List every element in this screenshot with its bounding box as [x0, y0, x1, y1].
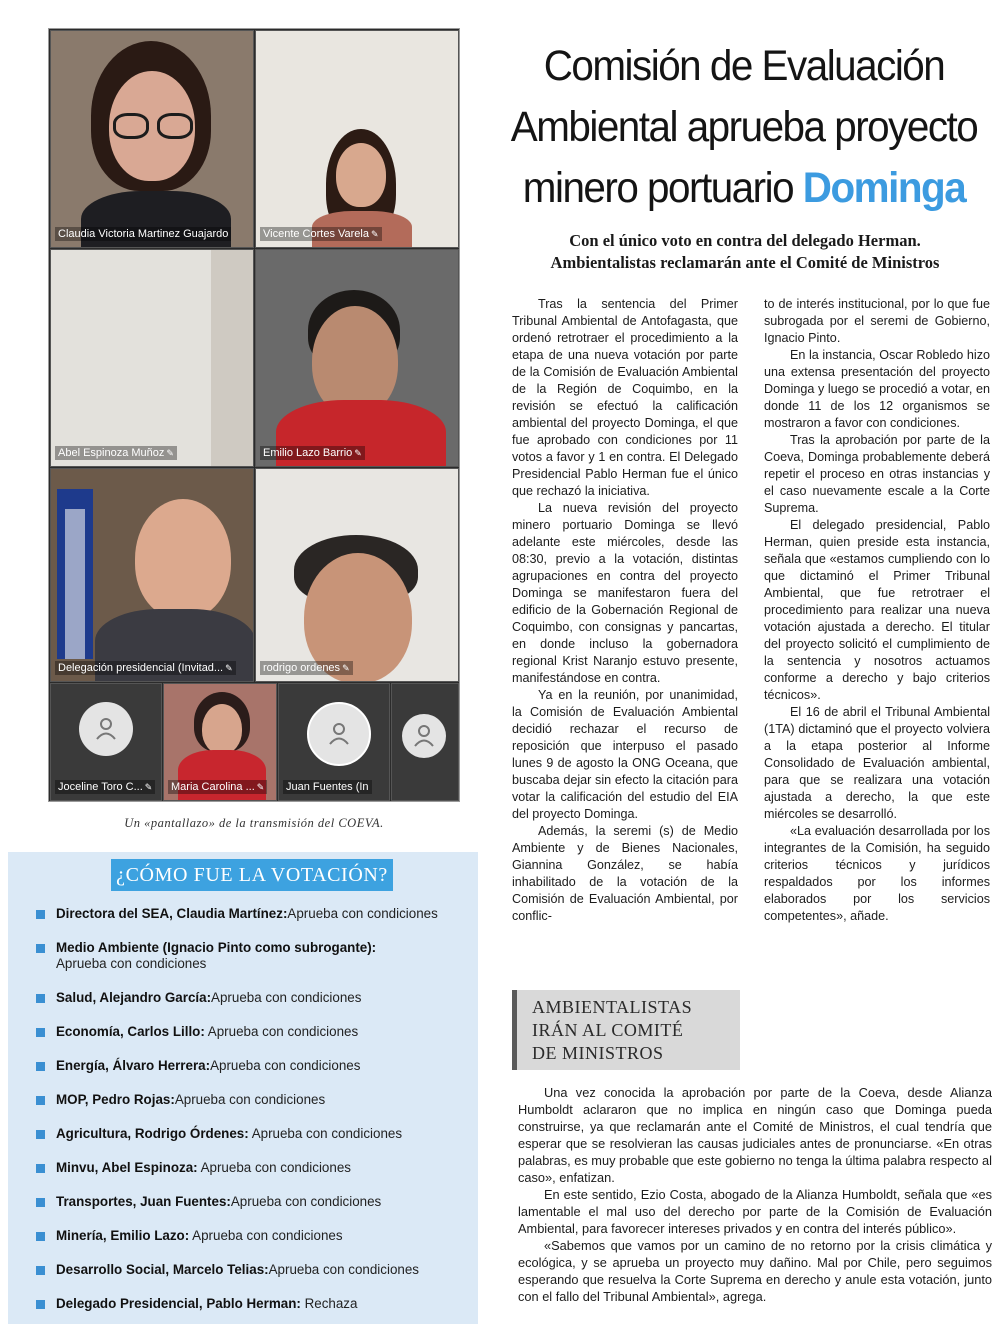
participant-name-label: Maria Carolina ... ✎ [168, 780, 267, 794]
article-paragraph: «La evaluación desarrollada por los integrantes de la Comisión, ha seguido criterios técnicos y jurídicos respaldados por los informes elaborados por los servicios competentes», añade. [764, 824, 990, 923]
vote-item [36, 990, 476, 1006]
bullet-square-icon [36, 994, 45, 1003]
video-tile [255, 30, 459, 248]
photo-caption: Un «pantallazo» de la transmisión del COEVA. [124, 816, 384, 830]
section-heading-line: AMBIENTALISTAS [532, 997, 693, 1017]
vote-result: Aprueba con condiciones [268, 1262, 419, 1277]
vote-item [36, 1262, 476, 1278]
section-heading-line: DE MINISTROS [532, 1043, 664, 1063]
section-heading [532, 996, 692, 1065]
participant-name-label: Delegación presidencial (Invitad... ✎ [55, 661, 236, 675]
vote-result: Aprueba con condiciones [174, 1092, 326, 1107]
video-tile [50, 30, 254, 248]
voter-name: Delegado Presidencial, Pablo Herman: [56, 1296, 301, 1311]
bullet-square-icon [36, 1266, 45, 1275]
video-tile [163, 683, 277, 801]
video-tile [50, 468, 254, 682]
video-tile [278, 683, 390, 801]
vote-item [36, 1194, 476, 1210]
article-paragraph: «Sabemos que vamos por un camino de no retorno por la crisis climática y ecológica, y se aprueba un proyecto muy dañino. Mal por Chile, pero seguimos esperando que resuelva la Corte Suprema en derecho y anule esta votación, junto con el fallo del Tribunal Ambiental», agrega. [518, 1238, 992, 1304]
article-paragraph: La nueva revisión del proyecto minero portuario Dominga se llevó adelante este miércoles, desde las 08:30, previo a la votación, distintas agrupaciones en contra del proyecto Dominga se manifestaron fuera del edificio de la Gobernación Regional de Coquimbo, con consignas y pancartas, en donde incluso la gobernadora regional Krist Naranjo estuvo presente, manifestándose en contra. [512, 501, 738, 685]
vote-result: Aprueba con condiciones [200, 1160, 351, 1175]
user-avatar-icon [307, 702, 371, 766]
muted-mic-icon: ✎ [144, 782, 153, 792]
user-avatar-icon [402, 714, 446, 758]
video-tile [255, 249, 459, 467]
vote-result: Aprueba con condiciones [287, 906, 438, 921]
article-paragraph: En este sentido, Ezio Costa, abogado de la Alianza Humboldt, señala que «es lamentable el mal uso del derecho por parte de la Comisión de Evaluación Ambiental, para favorecer intereses privados y en contra del interés público». [518, 1187, 992, 1236]
headline-line [503, 158, 984, 219]
headline-accent: Dominga [802, 164, 966, 212]
video-call-screenshot [48, 28, 460, 802]
article-paragraph: Además, la seremi (s) de Medio Ambiente y de Bienes Nacionales, Giannina González, se había inhabilitado de la votación de la Comisión de Evaluación Ambiental, por conflic- [512, 824, 738, 923]
article-paragraph: Ya en la reunión, por unanimidad, la Comisión de Evaluación Ambiental decidió rechazar el recurso de reposición que interpuso el pasado lunes 9 de agosto la ONG Oceana, que buscaba dejar sin efecto la citación para votar la calificación del estudio del EIA del proyecto Dominga. [512, 688, 738, 821]
vote-item [36, 1024, 476, 1040]
article-paragraph: El delegado presidencial, Pablo Herman, quien preside esta instancia, señala que «estamos cumpliendo con lo que dictaminó el Primer Tribunal Ambiental, que fue retrotraer el procedimiento para realizar una nueva votación ajustada a derecho. El titular del proyecto solicitó el cumplimiento de la sentencia y nosotros actuamos conforme a derecho y bajo criterios técnicos». [764, 518, 990, 702]
headline-line: Comisión de Evaluación [543, 42, 945, 90]
bullet-square-icon [36, 1232, 45, 1241]
participant-face [336, 143, 386, 207]
vote-item [36, 1228, 476, 1244]
vote-title-banner [111, 859, 393, 891]
participant-face [135, 499, 231, 619]
vote-result: Aprueba con condiciones [207, 1024, 359, 1039]
vote-item [36, 906, 476, 922]
bullet-square-icon [36, 1300, 45, 1309]
participant-name-label: Abel Espinoza Muñoz ✎ [55, 446, 177, 460]
participant-face [202, 704, 242, 754]
vote-item [36, 1058, 476, 1074]
article-column-2 [764, 296, 990, 925]
voter-name: Minvu, Abel Espinoza: [56, 1160, 198, 1175]
voter-name: Transportes, Juan Fuentes: [56, 1194, 231, 1209]
video-tile [50, 249, 254, 467]
voter-name: Economía, Carlos Lillo: [56, 1024, 205, 1039]
voter-name: Directora del SEA, Claudia Martínez: [56, 906, 288, 921]
glasses [157, 113, 193, 139]
participant-name-label: Juan Fuentes (In [283, 780, 372, 794]
bullet-square-icon [36, 1028, 45, 1037]
vote-result: Aprueba con condiciones [211, 990, 362, 1005]
participant-name-label: Claudia Victoria Martinez Guajardo [55, 227, 231, 241]
bullet-square-icon [36, 1062, 45, 1071]
vote-result: Aprueba con condiciones [230, 1194, 382, 1209]
vote-result: Aprueba con condiciones [192, 1228, 343, 1243]
bullet-square-icon [36, 944, 45, 953]
section-heading-box [512, 990, 740, 1070]
video-tile [255, 468, 459, 682]
participant-name-label: Vicente Cortes Varela ✎ [260, 227, 382, 241]
muted-mic-icon: ✎ [166, 448, 174, 458]
wall-panel [211, 250, 254, 467]
user-avatar-icon [79, 702, 133, 756]
voter-name: Medio Ambiente (Ignacio Pinto como subrogante): [56, 940, 377, 955]
vote-result: Aprueba con condiciones [251, 1126, 403, 1141]
voter-name: Energía, Álvaro Herrera: [56, 1058, 211, 1073]
vote-title: ¿CÓMO FUE LA VOTACIÓN? [116, 863, 388, 886]
article-paragraph: Tras la sentencia del Primer Tribunal Ambiental de Antofagasta, que ordenó retrotraer el procedimiento a la etapa de una nueva votación por parte de la Comisión de Evaluación Ambiental de la Región de Coquimbo, en la revisión se efectuó la calificación ambiental del proyecto Dominga, el que fue aprobado con condiciones por 11 votos a favor y 1 en contra. El Delegado Presidencial Pablo Herman fue el único que rechazó la iniciativa. [512, 297, 738, 498]
muted-mic-icon: ✎ [256, 782, 265, 792]
bullet-square-icon [36, 1096, 45, 1105]
glasses [113, 113, 149, 139]
subheadline [500, 230, 990, 274]
headline-text: minero portuario [522, 164, 794, 212]
headline [503, 36, 984, 219]
vote-summary-box [8, 852, 478, 1324]
video-tile [50, 683, 162, 801]
bullet-square-icon [36, 1130, 45, 1139]
bullet-square-icon [36, 1198, 45, 1207]
participant-name-label: Emilio Lazo Barrio ✎ [260, 446, 365, 460]
headline-line: Ambiental aprueba proyecto [510, 103, 978, 151]
bullet-square-icon [36, 910, 45, 919]
muted-mic-icon: ✎ [342, 663, 350, 673]
vote-item [36, 1126, 476, 1142]
subheadline-line: Con el único voto en contra del delegado Herman. [569, 231, 921, 250]
bullet-square-icon [36, 1164, 45, 1173]
muted-mic-icon: ✎ [354, 448, 362, 458]
vote-item [36, 1160, 476, 1176]
section-heading-bar [512, 990, 517, 1070]
vote-item [36, 940, 476, 972]
muted-mic-icon: ✎ [370, 229, 379, 239]
muted-mic-icon: ✎ [225, 663, 233, 673]
vote-result: Aprueba con condiciones [56, 956, 207, 971]
participant-name-label: Joceline Toro C... ✎ [55, 780, 155, 794]
chile-flag-stripe [65, 509, 85, 659]
article-paragraph: Tras la aprobación por parte de la Coeva, Dominga probablemente deberá repetir el proceso en otras instancias y el caso nuevamente escale a la Corte Suprema. [764, 433, 990, 515]
article-paragraph: El 16 de abril el Tribunal Ambiental (1TA) dictaminó que el proyecto volviera a la etapa posterior al Informe Consolidado de Evaluación ambiental, para que se realizara una votación ajustada a derecho, la que este miércoles se desarrolló. [764, 705, 990, 821]
article-paragraph: to de interés institucional, por lo que fue subrogada por el seremi de Gobierno, Ignacio Pinto. [764, 297, 990, 345]
voter-name: MOP, Pedro Rojas: [56, 1092, 175, 1107]
vote-item [36, 1092, 476, 1108]
voter-name: Agricultura, Rodrigo Órdenes: [56, 1126, 249, 1141]
article-paragraph: Una vez conocida la aprobación por parte de la Coeva, desde Alianza Humboldt aclararon que no implica en ningún caso que Dominga pueda construirse, ya que reclamarán ante el Comité de Ministros, el cual tendría que esperar que se resolvieran las causas judiciales antes de pronunciarse. «En otras palabras, es muy probable que este gobierno no tenga la última palabra respecto al caso», enfatizan. [518, 1085, 992, 1185]
section-heading-line: IRÁN AL COMITÉ [532, 1020, 684, 1040]
participant-name-label: rodrigo ordenes ✎ [260, 661, 353, 675]
video-tile [391, 683, 459, 801]
section-body [518, 1084, 992, 1305]
article-column-1 [512, 296, 738, 925]
subheadline-line: Ambientalistas reclamarán ante el Comité de Ministros [550, 253, 940, 272]
voter-name: Desarrollo Social, Marcelo Telias: [56, 1262, 269, 1277]
article-paragraph: En la instancia, Oscar Robledo hizo una extensa presentación del proyecto Dominga y luego se procedió a votar, en donde 11 de los 12 organismos se mostraron a favor con condiciones. [764, 348, 990, 430]
vote-item [36, 1296, 476, 1312]
voter-name: Salud, Alejandro García: [56, 990, 212, 1005]
vote-result: Aprueba con condiciones [210, 1058, 361, 1073]
voter-name: Minería, Emilio Lazo: [56, 1228, 190, 1243]
vote-result: Rechaza [304, 1296, 358, 1311]
